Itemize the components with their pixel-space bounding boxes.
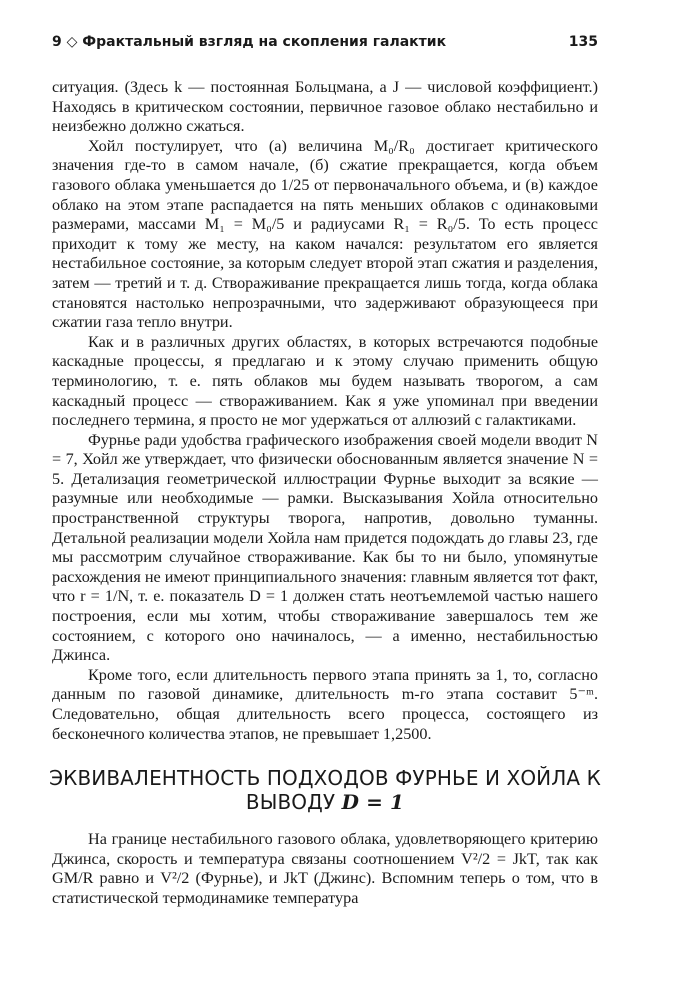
chapter-title: 9 ◇ Фрактальный взгляд на скопления галактик xyxy=(52,34,447,50)
page-number: 135 xyxy=(568,34,598,50)
paragraph-5: Кроме того, если длительность первого этапа принять за 1, то, согласно данным по газовой динамике, длительность m-го этапа составит 5⁻ᵐ. Следовательно, общая длительность всего процесса, состоящего из бесконечного количества этапов, не превышает 1,2500. xyxy=(52,665,598,743)
paragraph-3: Как и в различных других областях, в которых встречаются подобные каскадные процессы, я предлагаю и к этому случаю применить общую терминологию, т. е. пять облаков мы будем называть творогом, а сам каскадный процесс — створаживанием. Как я уже упоминал при введении последнего термина, я просто не мог удержаться от аллюзий с галактиками. xyxy=(52,332,598,430)
paragraph-2: Хойл постулирует, что (а) величина M₀/R₀ достигает критического значения где-то в самом начале, (б) сжатие прекращается, когда объем газового облака уменьшается до 1/25 от первоначального объема, и (в) каждое облако на этом этапе распадается на пять меньших облаков с одинаковыми размерами, массами M₁ = M₀/5 и радиусами R₁ = R₀/5. То есть процесс приходит к тому же месту, на каком начался: результатом его является нестабильное состояние, за которым следует второй этап сжатия и разделения, затем — третий и т. д. Створаживание прекращается лишь тогда, когда облака становятся настолько непрозрачными, что задерживают образующееся при сжатии газа тепло внутри. xyxy=(52,136,598,332)
running-header xyxy=(52,34,598,56)
section-heading-text: ЭКВИВАЛЕНТНОСТЬ ПОДХОДОВ ФУРНЬЕ И ХОЙЛА К ВЫВОДУ xyxy=(49,766,601,814)
section-heading xyxy=(40,766,610,814)
section-text xyxy=(52,830,598,908)
section-paragraph: На границе нестабильного газового облака, удовлетворяющего критерию Джинса, скорость и температура связаны соотношением V²/2 = JkT, так как GM/R равно и V²/2 (Фурнье), и JkT (Джинс). Вспомним теперь о том, что в статистической термодинамике температура xyxy=(52,830,598,907)
paragraph-1: ситуация. (Здесь k — постоянная Больцмана, а J — числовой коэффициент.) Находясь в критическом состоянии, первичное газовое облако нестабильно и неизбежно должно сжаться. xyxy=(52,78,598,136)
paragraph-4: Фурнье ради удобства графического изображения своей модели вводит N = 7, Хойл же утверждает, что физически обоснованным является значение N = 5. Детализация геометрической иллюстрации Фурнье выходит за всякие — разумные или необходимые — рамки. Высказывания Хойла относительно пространственной структуры творога, напротив, довольно туманны. Детальной реализации модели Хойла нам придется подождать до главы 23, где мы рассмотрим случайное створаживание. Как бы то ни было, упомянутые расхождения не имеют принципиального значения: главным является тот факт, что r = 1/N, т. е. показатель D = 1 должен стать неотъемлемой частью нашего построения, если мы хотим, чтобы створаживание завершалось тем же состоянием, с которого оно начиналось, — а именно, нестабильностью Джинса. xyxy=(52,430,598,665)
main-text xyxy=(52,78,598,744)
section-heading-math: D = 1 xyxy=(341,790,405,814)
